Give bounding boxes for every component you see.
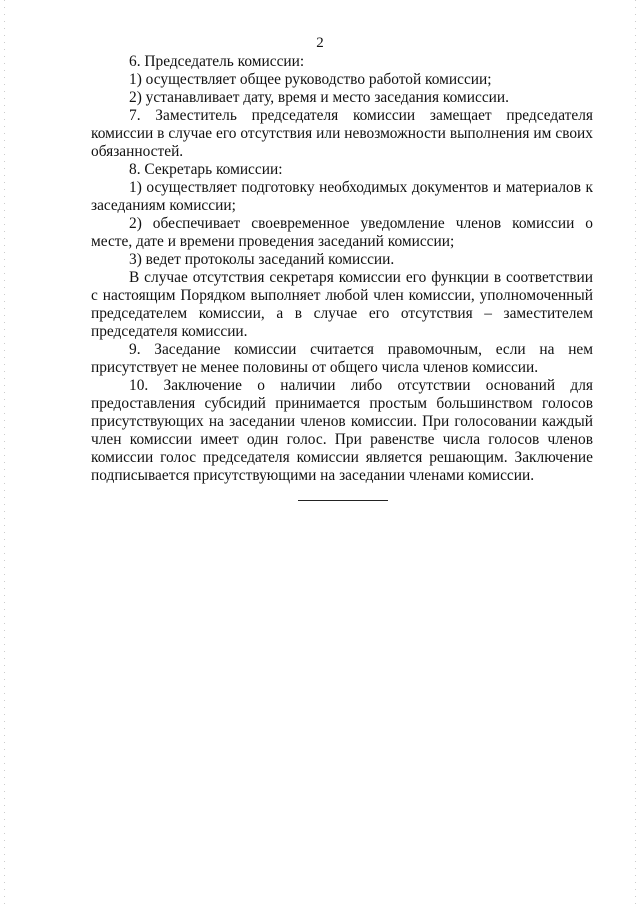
paragraph-8-title: 8. Секретарь комиссии: xyxy=(129,161,283,178)
closing-rule xyxy=(298,500,388,501)
paragraph-8-absence: В случае отсутствия секретаря комиссии его функции в соответствии с настоящим Порядком выполняет любой член комиссии, уполномоченный председателем комиссии, а в случае его отсутствия – заместителем председателя комиссии. xyxy=(91,269,593,340)
paragraph-6-item-2: 2) устанавливает дату, время и место заседания комиссии. xyxy=(129,89,509,106)
paragraph-8-item-1: 1) осуществляет подготовку необходимых документов и материалов к заседаниям комиссии; xyxy=(91,179,593,214)
scan-margin-left xyxy=(4,0,5,905)
paragraph-7: 7. Заместитель председателя комиссии замещает председателя комиссии в случае его отсутствия или невозможности выполнения им своих обязанностей. xyxy=(91,107,593,160)
paragraph-9: 9. Заседание комиссии считается правомочным, если на нем присутствует не менее половины от общего числа членов комиссии. xyxy=(91,341,593,376)
scan-margin-right xyxy=(635,0,636,905)
page-number: 2 xyxy=(316,35,324,51)
document-body xyxy=(91,53,593,485)
paragraph-8-item-2: 2) обеспечивает своевременное уведомление членов комиссии о месте, дате и времени проведения заседаний комиссии; xyxy=(91,215,593,250)
paragraph-8-item-3: 3) ведет протоколы заседаний комиссии. xyxy=(129,251,395,268)
paragraph-10: 10. Заключение о наличии либо отсутствии оснований для предоставления субсидий принимается простым большинством голосов присутствующих на заседании членов комиссии. При голосовании каждый член комиссии имеет один голос. При равенстве числа голосов членов комиссии голос председателя комиссии является решающим. Заключение подписывается присутствующими на заседании членами комиссии. xyxy=(91,377,593,484)
paragraph-6-item-1: 1) осуществляет общее руководство работой комиссии; xyxy=(129,71,492,88)
paragraph-6-title: 6. Председатель комиссии: xyxy=(129,53,305,70)
